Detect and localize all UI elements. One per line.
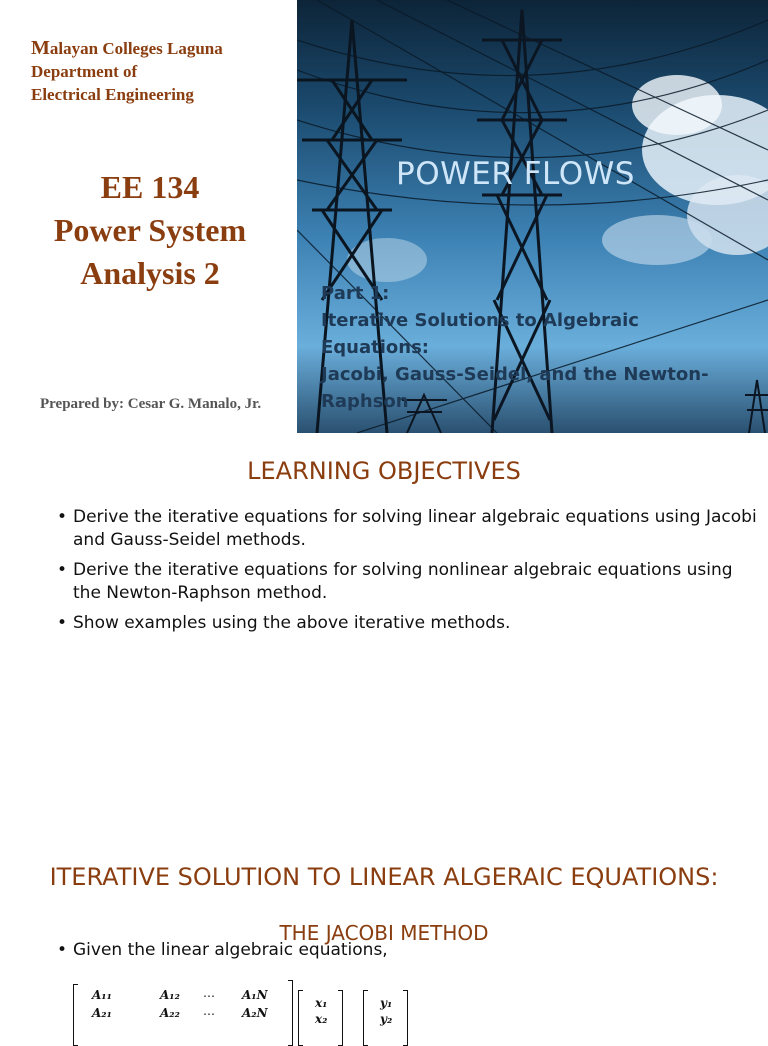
vector-x2: x₂ [315,1012,328,1026]
matrix-a22: A₂₂ [160,1006,180,1020]
matrix-a2n: A₂N [242,1006,268,1020]
part-label: Part 1: [321,283,390,304]
matrix-right-bracket [288,980,293,1046]
vector-x-left-bracket [298,990,303,1046]
vector-y-left-bracket [363,990,368,1046]
learning-objectives-heading: LEARNING OBJECTIVES [247,457,521,485]
matrix-a12: A₁₂ [160,988,180,1002]
part-line-1: Iterative Solutions to Algebraic Equations: [321,310,639,358]
vector-y1: y₁ [380,996,393,1010]
matrix-left-bracket [73,984,78,1046]
cover-subtitle [321,280,741,415]
title-left-panel [0,0,297,433]
prepared-by: Prepared by: Cesar G. Manalo, Jr. [40,396,262,412]
iterative-section-heading: ITERATIVE SOLUTION TO LINEAR ALGERAIC EQUATIONS: [49,863,719,891]
objective-item: • Derive the iterative equations for solving nonlinear algebraic equations using the Newton-Raphson method. [55,559,765,605]
matrix-equation [70,978,420,1024]
department-line: Department of [31,62,138,81]
course-code: EE 134 [100,169,200,205]
objective-item: • Show examples using the above iterative methods. [55,612,765,635]
department-name: Electrical Engineering [31,85,194,104]
vector-x1: x₁ [315,996,328,1010]
institution-initial: M [31,37,50,59]
course-title-line2: Analysis 2 [80,255,220,291]
cover-title: POWER FLOWS [396,156,635,192]
jacobi-subheading: THE JACOBI METHOD [279,921,489,945]
matrix-a21: A₂₁ [92,1006,112,1020]
vector-y2: y₂ [380,1012,393,1026]
part-line-3: Raphson [321,391,409,412]
matrix-a11: A₁₁ [92,988,112,1002]
title-slide [0,0,768,433]
course-title [10,166,290,295]
objectives-list [55,506,765,642]
part-line-2: Jacobi, Gauss-Seidel, and the Newton- [321,364,709,385]
vector-y-right-bracket [403,990,408,1046]
matrix-dots-row2: … [203,1004,215,1018]
vector-x-right-bracket [338,990,343,1046]
course-title-line1: Power System [53,212,247,248]
matrix-a1n: A₁N [242,988,268,1002]
given-bullet: • Given the linear algebraic equations, [55,940,388,960]
matrix-dots-row1: … [203,986,215,1000]
objective-item: • Derive the iterative equations for solving linear algebraic equations using Jacobi and Gauss-Seidel methods. [55,506,765,552]
institution-block [31,37,223,106]
institution-name: alayan Colleges Laguna [49,39,223,58]
